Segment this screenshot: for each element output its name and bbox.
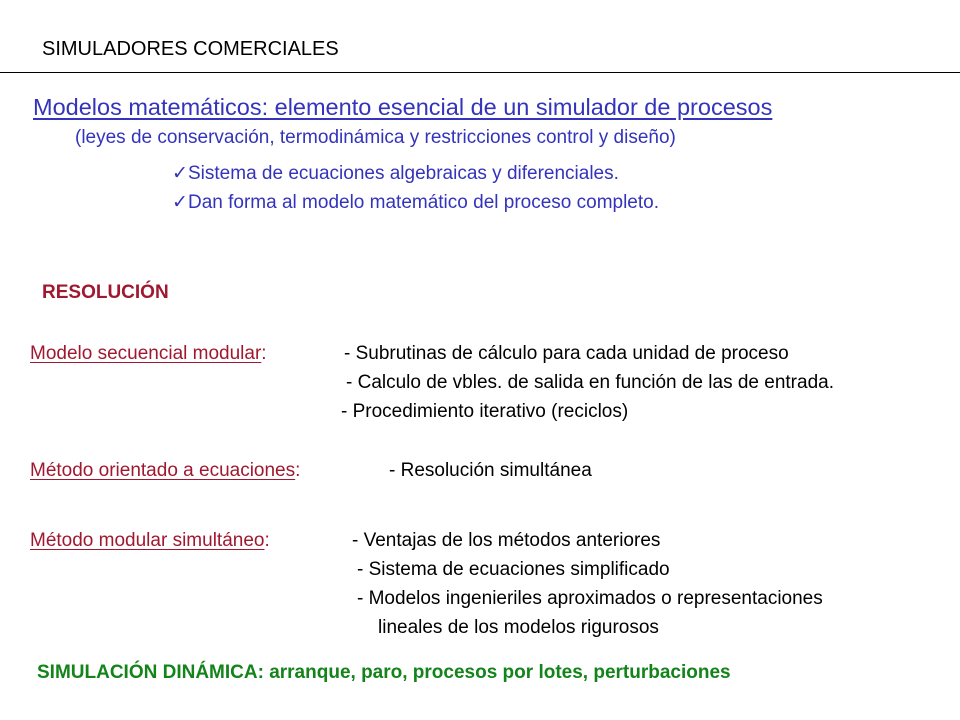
method-name: Modelo secuencial modular [30, 343, 262, 364]
section-heading-resolution: RESOLUCIÓN [42, 282, 169, 303]
method-colon: : [261, 343, 267, 364]
method-name: Método orientado a ecuaciones [30, 460, 296, 481]
checkmark-icon: ✓ [172, 192, 188, 213]
method-detail-line: lineales de los modelos rigurosos [378, 617, 659, 638]
intro-title: Modelos matemáticos: elemento esencial de un simulador de procesos [33, 94, 773, 120]
bullet-text: Dan forma al modelo matemático del proceso completo. [188, 192, 660, 213]
method-sequential-modular [30, 343, 267, 365]
bullet-item [172, 191, 659, 214]
method-detail-line: - Sistema de ecuaciones simplificado [357, 559, 670, 580]
intro-subtitle: (leyes de conservación, termodinámica y restricciones control y diseño) [75, 127, 676, 148]
header-divider [0, 72, 960, 73]
method-detail-line: - Resolución simultánea [389, 460, 592, 481]
bullet-text: Sistema de ecuaciones algebraicas y diferenciales. [188, 163, 619, 184]
bullet-item [172, 162, 619, 185]
dynamic-simulation-note: SIMULACIÓN DINÁMICA: arranque, paro, procesos por lotes, perturbaciones [37, 662, 731, 683]
method-detail-line: - Ventajas de los métodos anteriores [352, 530, 661, 551]
method-detail-line: - Modelos ingenieriles aproximados o representaciones [357, 588, 823, 609]
method-equation-oriented [30, 460, 300, 482]
checkmark-icon: ✓ [172, 163, 188, 184]
method-name: Método modular simultáneo [30, 530, 265, 551]
method-detail-line: - Subrutinas de cálculo para cada unidad de proceso [344, 343, 789, 364]
method-colon: : [295, 460, 301, 481]
slide-header-title: SIMULADORES COMERCIALES [42, 38, 339, 60]
method-detail-line: - Procedimiento iterativo (reciclos) [341, 401, 629, 422]
method-detail-line: - Calculo de vbles. de salida en función de las de entrada. [346, 372, 834, 393]
method-simultaneous-modular [30, 530, 270, 552]
method-colon: : [264, 530, 270, 551]
